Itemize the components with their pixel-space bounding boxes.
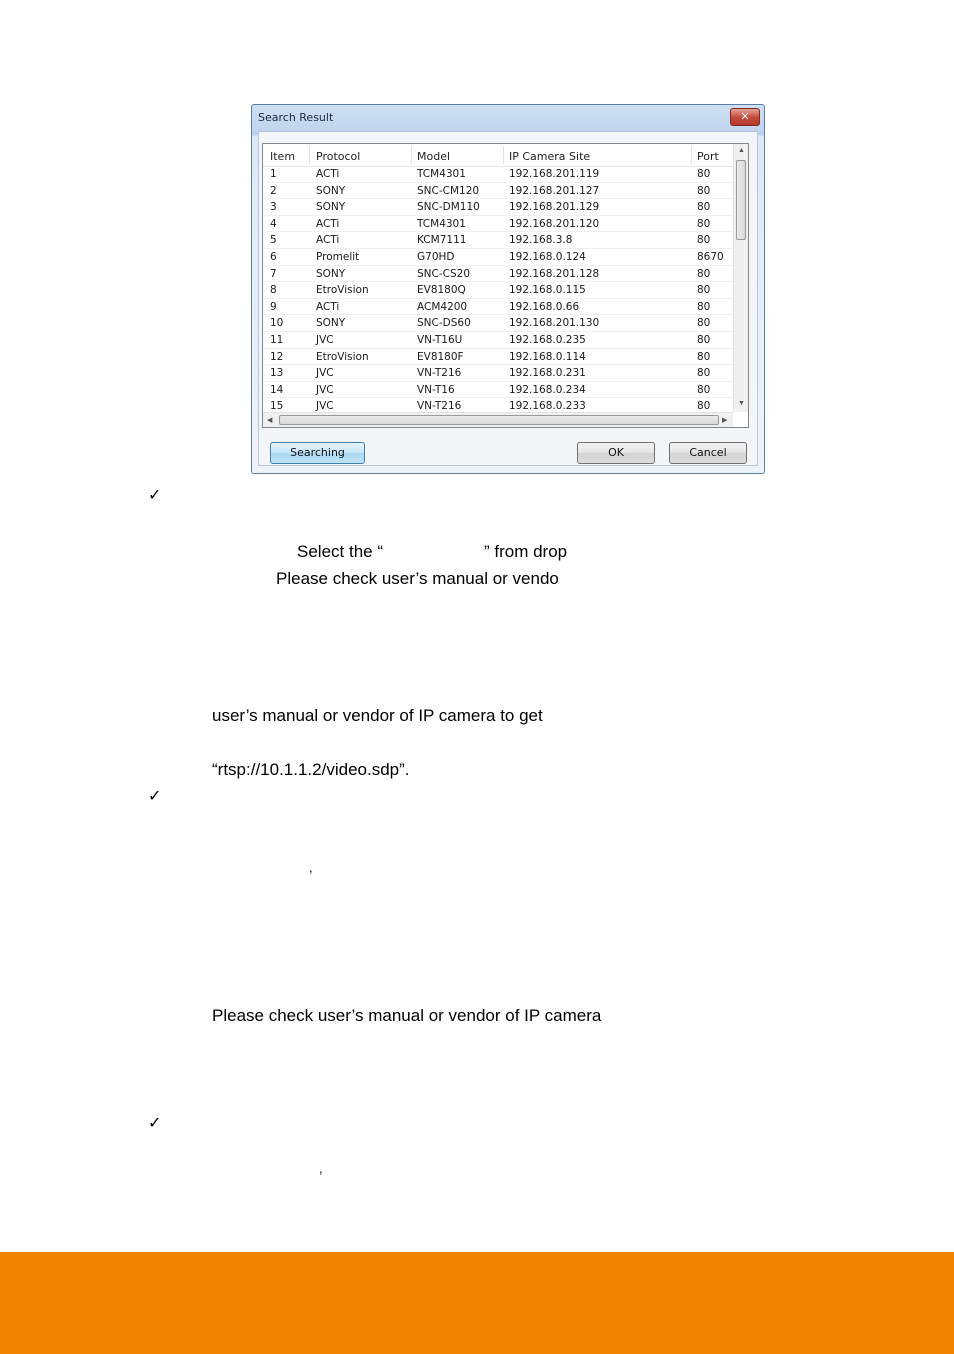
cell-model: ACM4200 (417, 300, 468, 313)
cell-item: 8 (270, 284, 277, 297)
cell-protocol: ACTi (316, 168, 340, 180)
doc-text-select: Select the “ (297, 542, 383, 561)
cell-port: 80 (697, 168, 711, 180)
cell-port: 80 (697, 383, 711, 396)
close-icon: ✕ (740, 110, 750, 123)
cell-protocol: ACTi (316, 234, 340, 247)
column-header-port[interactable]: Port (697, 150, 719, 163)
ok-button[interactable]: OK (577, 442, 655, 464)
table-row[interactable] (263, 349, 733, 366)
cell-ip: 192.168.0.233 (509, 400, 586, 413)
cell-item: 13 (270, 367, 284, 380)
cell-ip: 192.168.0.124 (509, 251, 586, 263)
cell-item: 14 (270, 383, 284, 396)
scroll-down-icon[interactable]: ▼ (738, 400, 745, 407)
column-header-ip-camera-site[interactable]: IP Camera Site (509, 150, 591, 163)
cell-item: 11 (270, 334, 284, 346)
cell-ip: 192.168.0.234 (509, 383, 586, 396)
table-row[interactable] (263, 299, 733, 316)
cell-ip: 192.168.0.231 (509, 367, 586, 380)
cell-port: 80 (697, 317, 711, 330)
cell-model: VN-T216 (417, 400, 462, 413)
column-header-protocol[interactable]: Protocol (316, 150, 361, 163)
cell-item: 6 (270, 251, 277, 263)
column-separator[interactable] (309, 146, 310, 164)
cell-item: 12 (270, 350, 284, 363)
column-separator[interactable] (503, 146, 504, 164)
checkmark-icon: ✓ (148, 485, 162, 504)
cell-port: 80 (697, 367, 711, 380)
doc-text-comma: , (309, 860, 313, 875)
cell-item: 10 (270, 317, 284, 330)
cell-ip: 192.168.201.119 (509, 168, 600, 180)
cell-protocol: JVC (316, 367, 334, 380)
cell-item: 9 (270, 300, 277, 313)
cell-ip: 192.168.201.130 (509, 317, 600, 330)
column-header-model[interactable]: Model (417, 150, 451, 163)
cell-model: VN-T16U (417, 334, 463, 346)
cell-port: 80 (697, 300, 711, 313)
cell-port: 80 (697, 334, 711, 346)
cell-model: EV8180Q (417, 284, 466, 297)
close-button[interactable] (730, 108, 760, 126)
doc-text-check-manual: Please check user’s manual or vendo (276, 569, 559, 588)
cell-ip: 192.168.0.114 (509, 350, 586, 363)
cell-model: KCM7111 (417, 234, 467, 247)
cell-protocol: Promelit (316, 251, 360, 263)
cell-ip: 192.168.0.115 (509, 284, 586, 297)
cell-item: 15 (270, 400, 284, 413)
horizontal-scroll-thumb[interactable] (279, 415, 719, 425)
cell-model: SNC-CS20 (417, 267, 470, 280)
cell-port: 80 (697, 350, 711, 363)
cell-protocol: JVC (316, 334, 334, 346)
doc-text-comma: , (319, 1161, 323, 1176)
scroll-up-icon[interactable]: ▲ (738, 147, 745, 154)
cell-protocol: EtroVision (316, 284, 369, 297)
cell-protocol: SONY (316, 267, 346, 280)
doc-text-from-drop: ” from drop (484, 542, 568, 561)
cell-port: 80 (697, 284, 711, 297)
table-row[interactable] (263, 282, 733, 299)
table-row[interactable] (263, 365, 733, 382)
cell-item: 5 (270, 234, 277, 247)
cell-ip: 192.168.201.129 (509, 201, 600, 214)
table-row[interactable] (263, 183, 733, 200)
cell-model: TCM4301 (417, 168, 466, 180)
table-row[interactable] (263, 332, 733, 349)
table-row[interactable] (263, 249, 733, 266)
cell-item: 4 (270, 217, 277, 230)
footer-band (0, 1252, 954, 1354)
table-row[interactable] (263, 315, 733, 332)
searching-button[interactable]: Searching (270, 442, 365, 464)
cell-model: VN-T216 (417, 367, 462, 380)
cell-ip: 192.168.201.127 (509, 184, 600, 197)
cell-item: 3 (270, 201, 277, 214)
cell-model: SNC-DM110 (417, 201, 480, 214)
table-row[interactable] (263, 199, 733, 216)
doc-text-check-manual-2: Please check user’s manual or vendor of IP camera (212, 1006, 602, 1025)
cell-model: VN-T16 (417, 383, 455, 396)
cell-protocol: SONY (316, 317, 346, 330)
table-row[interactable] (263, 166, 733, 183)
cell-port: 80 (697, 201, 711, 214)
checkmark-icon: ✓ (148, 786, 162, 805)
cell-item: 1 (270, 168, 277, 180)
cell-port: 80 (697, 400, 711, 413)
cell-protocol: SONY (316, 184, 346, 197)
cell-ip: 192.168.3.8 (509, 234, 573, 247)
cell-port: 8670 (697, 251, 724, 263)
column-separator[interactable] (411, 146, 412, 164)
cell-item: 7 (270, 267, 277, 280)
cell-ip: 192.168.0.235 (509, 334, 586, 346)
scroll-right-icon[interactable]: ▶ (722, 417, 728, 424)
dialog-titlebar[interactable] (252, 105, 764, 129)
table-row[interactable] (263, 216, 733, 233)
cell-port: 80 (697, 184, 711, 197)
dialog-title: Search Result (258, 111, 334, 124)
doc-text-rtsp-url: “rtsp://10.1.1.2/video.sdp”. (212, 760, 410, 779)
cell-model: G70HD (417, 251, 455, 263)
vertical-scroll-thumb[interactable] (736, 160, 746, 240)
cell-protocol: JVC (316, 383, 334, 396)
cell-port: 80 (697, 267, 711, 280)
table-row[interactable] (263, 266, 733, 283)
cell-protocol: SONY (316, 201, 346, 214)
horizontal-scrollbar[interactable] (263, 412, 733, 428)
cell-port: 80 (697, 234, 711, 247)
vertical-scrollbar[interactable] (733, 144, 749, 412)
list-header (263, 144, 733, 167)
table-row[interactable] (263, 382, 733, 399)
cell-model: SNC-DS60 (417, 317, 471, 330)
checkmark-icon: ✓ (148, 1113, 162, 1132)
cell-protocol: ACTi (316, 217, 340, 230)
cell-model: EV8180F (417, 350, 464, 363)
cell-ip: 192.168.201.120 (509, 217, 600, 230)
doc-text-manual-vendor: user’s manual or vendor of IP camera to get (212, 706, 543, 725)
cell-model: TCM4301 (417, 217, 466, 230)
table-row[interactable] (263, 232, 733, 249)
column-separator[interactable] (691, 146, 692, 164)
cell-ip: 192.168.0.66 (509, 300, 580, 313)
cell-item: 2 (270, 184, 277, 197)
cell-protocol: JVC (316, 400, 334, 413)
cell-port: 80 (697, 217, 711, 230)
search-result-list[interactable] (262, 143, 749, 428)
column-header-item[interactable]: Item (270, 150, 296, 163)
cell-ip: 192.168.201.128 (509, 267, 600, 280)
cell-protocol: ACTi (316, 300, 340, 313)
scroll-left-icon[interactable]: ◀ (267, 417, 273, 424)
cell-protocol: EtroVision (316, 350, 369, 363)
cell-model: SNC-CM120 (417, 184, 480, 197)
cancel-button[interactable]: Cancel (669, 442, 747, 464)
